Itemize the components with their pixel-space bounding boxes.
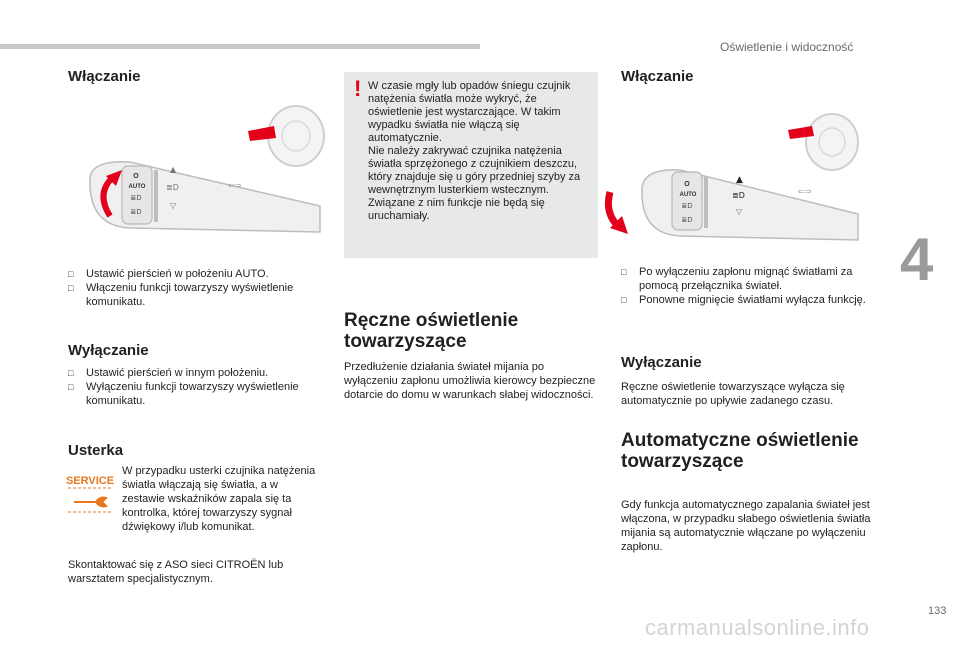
watermark: carmanualsonline.info [645, 615, 870, 640]
usterka-contact-text: Skontaktować się z ASO sieci CITROËN lub warsztatem specjalistycznym. [68, 559, 284, 585]
heading-wylaczanie: Wyłączanie [68, 342, 149, 359]
section-title: Oświetlenie i widoczność [720, 40, 854, 54]
steering-wheel-icon [806, 114, 858, 170]
list-item: □ Wyłączeniu funkcji towarzyszy wyświetlenie komunikatu. [68, 380, 330, 408]
bullet-list-wylaczanie [68, 366, 330, 408]
heading-wlaczanie-2: Włączanie [621, 68, 694, 85]
list-item: □ Włączeniu funkcji towarzyszy wyświetlenie komunikatu. [68, 281, 330, 309]
usterka-text: W przypadku usterki czujnika natężenia światła włączają się światła, a w zestawie wskaźników zapala się ta kontrolka, której towarzyszy sygnał dźwiękowy i/lub komunikat. [122, 465, 316, 533]
warning-box [344, 72, 598, 258]
svg-text:AUTO: AUTO [128, 184, 146, 190]
auto-ring-illustration [70, 98, 340, 248]
list-item: □ Ponowne mignięcie światłami wyłącza funkcję. [621, 293, 883, 307]
svg-text:▲: ▲ [736, 175, 743, 185]
svg-text:⇐⇒: ⇐⇒ [798, 187, 812, 196]
steering-wheel-icon [268, 106, 324, 166]
svg-text:SERVICE: SERVICE [66, 475, 114, 487]
svg-text:⇐⇒: ⇐⇒ [228, 181, 242, 190]
header-rule [0, 44, 480, 49]
svg-text:≣D: ≣D [681, 202, 693, 210]
svg-text:▲: ▲ [170, 165, 177, 174]
flash-lights-illustration [590, 108, 860, 258]
svg-text:≣D: ≣D [130, 194, 142, 202]
svg-text:≣D: ≣D [130, 208, 142, 216]
chapter-number: 4 [900, 226, 934, 293]
svg-text:AUTO: AUTO [679, 192, 697, 198]
list-item: □ Ustawić pierścień w innym położeniu. [68, 366, 330, 380]
warning-text: W czasie mgły lub opadów śniegu czujnik natężenia światła może wykryć, że oświetlenie jest wystarczające. W takim wypadku światła nie włączą się automatycznie. Nie należy zakrywać czujnika natężenia światła sprzężonego z czujnikiem deszczu, który znajduje się u góry przedniej szyby za wewnętrznym lusterkiem wstecznym. Związane z nim funkcje nie będą się uruchamiały. [368, 80, 581, 222]
svg-text:▽: ▽ [736, 207, 743, 216]
list-item: □ Ustawić pierścień w położeniu AUTO. [68, 267, 330, 281]
automatyczne-oswietlenie-text: Gdy funkcja automatycznego zapalania świateł jest włączona, w przypadku słabego oświetlenia światła mijania są automatycznie włączane po wyłączeniu zapłonu. [621, 499, 871, 553]
svg-text:≣D: ≣D [681, 216, 693, 224]
bullet-list-wlaczanie [68, 267, 330, 309]
heading-wlaczanie: Włączanie [68, 68, 141, 85]
heading-reczne-oswietlenie: Ręczne oświetlenie towarzyszące [344, 310, 519, 352]
wylaczanie-2-text: Ręczne oświetlenie towarzyszące wyłącza się automatycznie po upływie zadanego czasu. [621, 381, 845, 407]
heading-usterka: Usterka [68, 442, 124, 459]
page-number: 133 [928, 605, 947, 617]
svg-text:▽: ▽ [170, 201, 177, 210]
heading-wylaczanie-2: Wyłączanie [621, 354, 702, 371]
service-warning-icon [66, 472, 114, 514]
svg-text:≣D: ≣D [732, 191, 745, 200]
reczne-oswietlenie-text: Przedłużenie działania świateł mijania po wyłączeniu zapłonu umożliwia kierowcy bezpieczne dotarcie do domu w warunkach słabej widoczności. [344, 361, 596, 401]
svg-text:≣D: ≣D [166, 183, 179, 192]
svg-text:O: O [684, 181, 690, 188]
bullet-list-wlaczanie-2 [621, 265, 883, 307]
heading-automatyczne-oswietlenie: Automatyczne oświetlenie towarzyszące [621, 430, 859, 472]
svg-text:O: O [133, 173, 139, 180]
warning-icon: ! [354, 76, 362, 101]
list-item: □ Po wyłączeniu zapłonu mignąć światłami za pomocą przełącznika świateł. [621, 265, 883, 293]
